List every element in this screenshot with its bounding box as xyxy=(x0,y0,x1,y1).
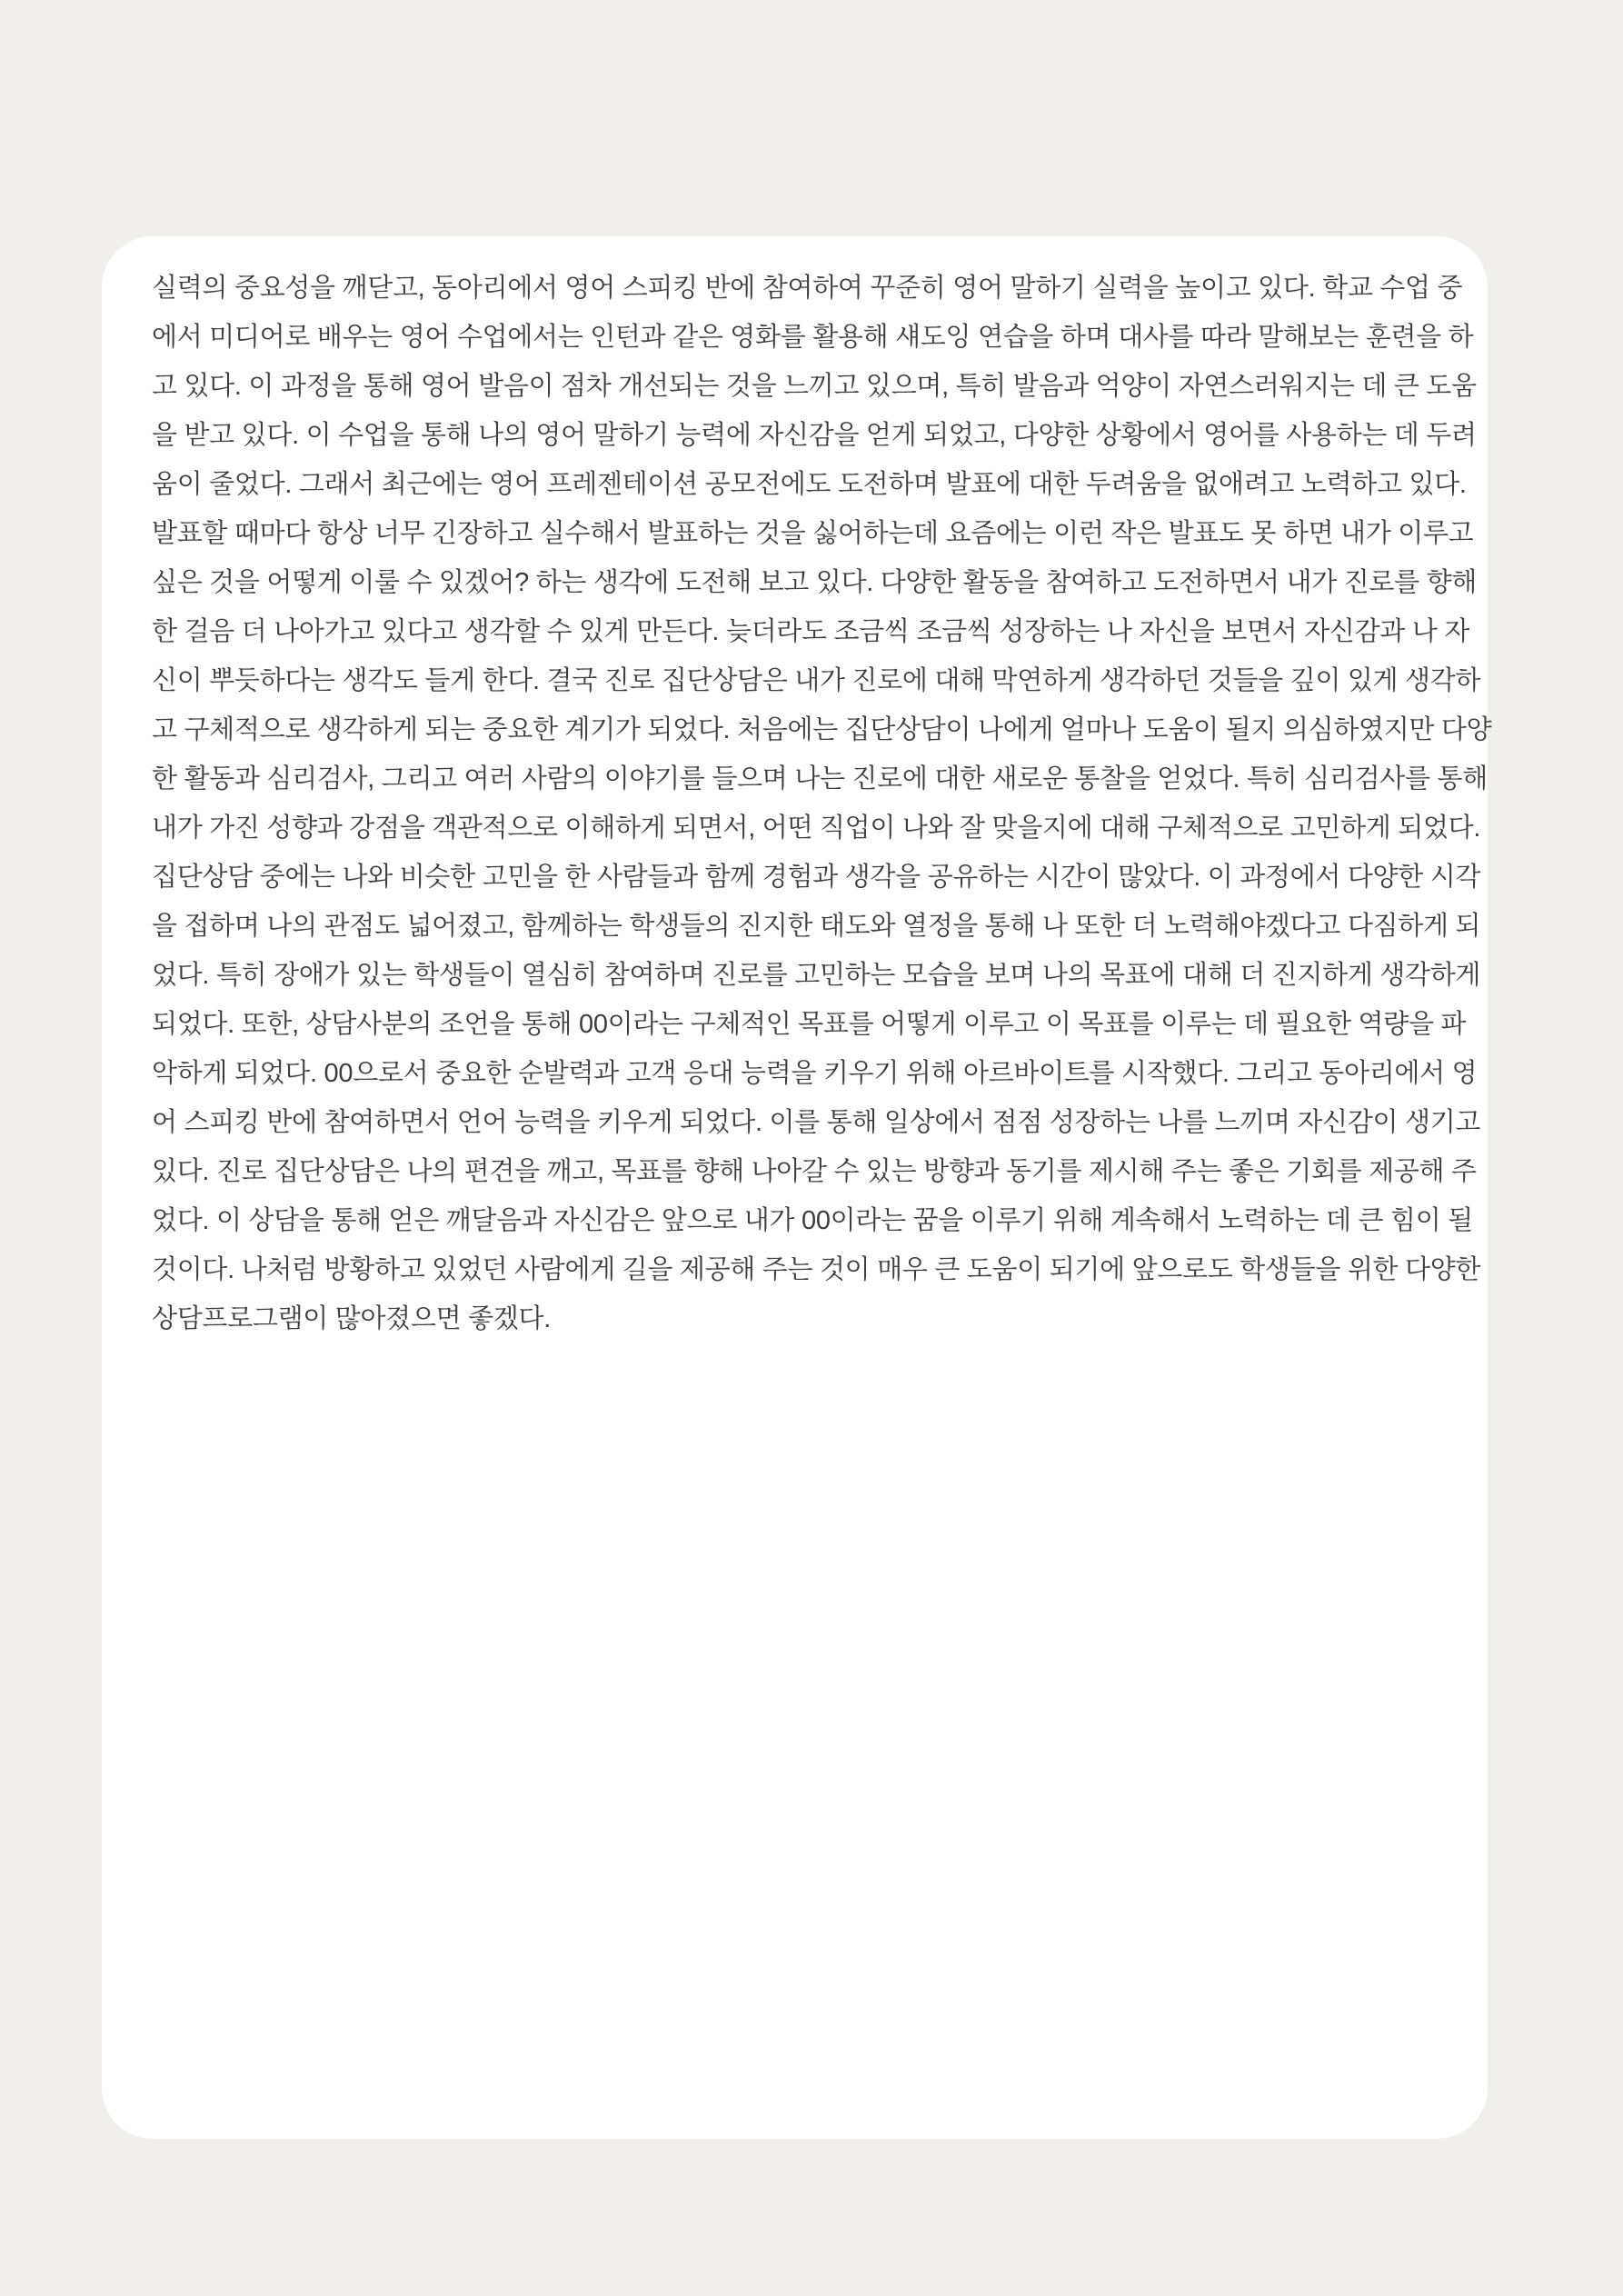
text-line: 싶은 것을 어떻게 이룰 수 있겠어? 하는 생각에 도전해 보고 있다. 다양한 활동을 참여하고 도전하면서 내가 진로를 향해 xyxy=(152,568,1478,597)
text-line: 었다. 이 상담을 통해 얻은 깨달음과 자신감은 앞으로 내가 00이라는 꿈을 이루기 위해 계속해서 노력하는 데 큰 힘이 될 xyxy=(152,1206,1473,1235)
text-line: 내가 가진 성향과 강점을 객관적으로 이해하게 되면서, 어떤 직업이 나와 잘 맞을지에 대해 구체적으로 고민하게 되었다. xyxy=(152,814,1481,843)
text-line: 발표할 때마다 항상 너무 긴장하고 실수해서 발표하는 것을 싫어하는데 요즘에는 이런 작은 발표도 못 하면 내가 이루고 xyxy=(152,519,1474,548)
text-line: 있다. 진로 집단상담은 나의 편견을 깨고, 목표를 향해 나아갈 수 있는 방향과 동기를 제시해 주는 좋은 기회를 제공해 주 xyxy=(152,1157,1477,1186)
text-line: 고 구체적으로 생각하게 되는 중요한 계기가 되었다. 처음에는 집단상담이 나에게 얼마나 도움이 될지 의심하였지만 다양 xyxy=(152,715,1492,744)
text-line: 을 접하며 나의 관점도 넓어졌고, 함께하는 학생들의 진지한 태도와 열정을 통해 나 또한 더 노력해야겠다고 다짐하게 되 xyxy=(152,912,1481,941)
text-line: 어 스피킹 반에 참여하면서 언어 능력을 키우게 되었다. 이를 통해 일상에서 점점 성장하는 나를 느끼며 자신감이 생기고 xyxy=(152,1108,1481,1137)
essay-text-block xyxy=(152,264,1492,1343)
text-line: 실력의 중요성을 깨닫고, 동아리에서 영어 스피킹 반에 참여하여 꾸준히 영어 말하기 실력을 높이고 있다. 학교 수업 중 xyxy=(152,274,1463,303)
text-line: 었다. 특히 장애가 있는 학생들이 열심히 참여하며 진로를 고민하는 모습을 보며 나의 목표에 대해 더 진지하게 생각하게 xyxy=(152,961,1481,990)
text-line: 한 활동과 심리검사, 그리고 여러 사람의 이야기를 들으며 나는 진로에 대한 새로운 통찰을 얻었다. 특히 심리검사를 통해 xyxy=(152,764,1488,794)
text-line: 한 걸음 더 나아가고 있다고 생각할 수 있게 만든다. 늦더라도 조금씩 조금씩 성장하는 나 자신을 보면서 자신감과 나 자 xyxy=(152,617,1469,646)
text-line: 집단상담 중에는 나와 비슷한 고민을 한 사람들과 함께 경험과 생각을 공유하는 시간이 많았다. 이 과정에서 다양한 시각 xyxy=(152,863,1481,892)
text-line: 을 받고 있다. 이 수업을 통해 나의 영어 말하기 능력에 자신감을 얻게 되었고, 다양한 상황에서 영어를 사용하는 데 두려 xyxy=(152,421,1477,450)
text-line: 움이 줄었다. 그래서 최근에는 영어 프레젠테이션 공모전에도 도전하며 발표에 대한 두려움을 없애려고 노력하고 있다. xyxy=(152,470,1467,499)
text-line: 되었다. 또한, 상담사분의 조언을 통해 00이라는 구체적인 목표를 어떻게 이루고 이 목표를 이루는 데 필요한 역량을 파 xyxy=(152,1010,1467,1039)
text-line: 신이 뿌듯하다는 생각도 들게 한다. 결국 진로 집단상담은 내가 진로에 대해 막연하게 생각하던 것들을 깊이 있게 생각하 xyxy=(152,666,1481,695)
text-line: 것이다. 나처럼 방황하고 있었던 사람에게 길을 제공해 주는 것이 매우 큰 도움이 되기에 앞으로도 학생들을 위한 다양한 xyxy=(152,1255,1481,1284)
text-line: 상담프로그램이 많아졌으면 좋겠다. xyxy=(152,1304,551,1333)
text-line: 에서 미디어로 배우는 영어 수업에서는 인턴과 같은 영화를 활용해 섀도잉 연습을 하며 대사를 따라 말해보는 훈련을 하 xyxy=(152,323,1474,352)
document-card xyxy=(102,236,1492,2139)
text-line: 악하게 되었다. 00으로서 중요한 순발력과 고객 응대 능력을 키우기 위해 아르바이트를 시작했다. 그리고 동아리에서 영 xyxy=(152,1059,1478,1088)
text-line: 고 있다. 이 과정을 통해 영어 발음이 점차 개선되는 것을 느끼고 있으며, 특히 발음과 억양이 자연스러워지는 데 큰 도움 xyxy=(152,372,1477,401)
